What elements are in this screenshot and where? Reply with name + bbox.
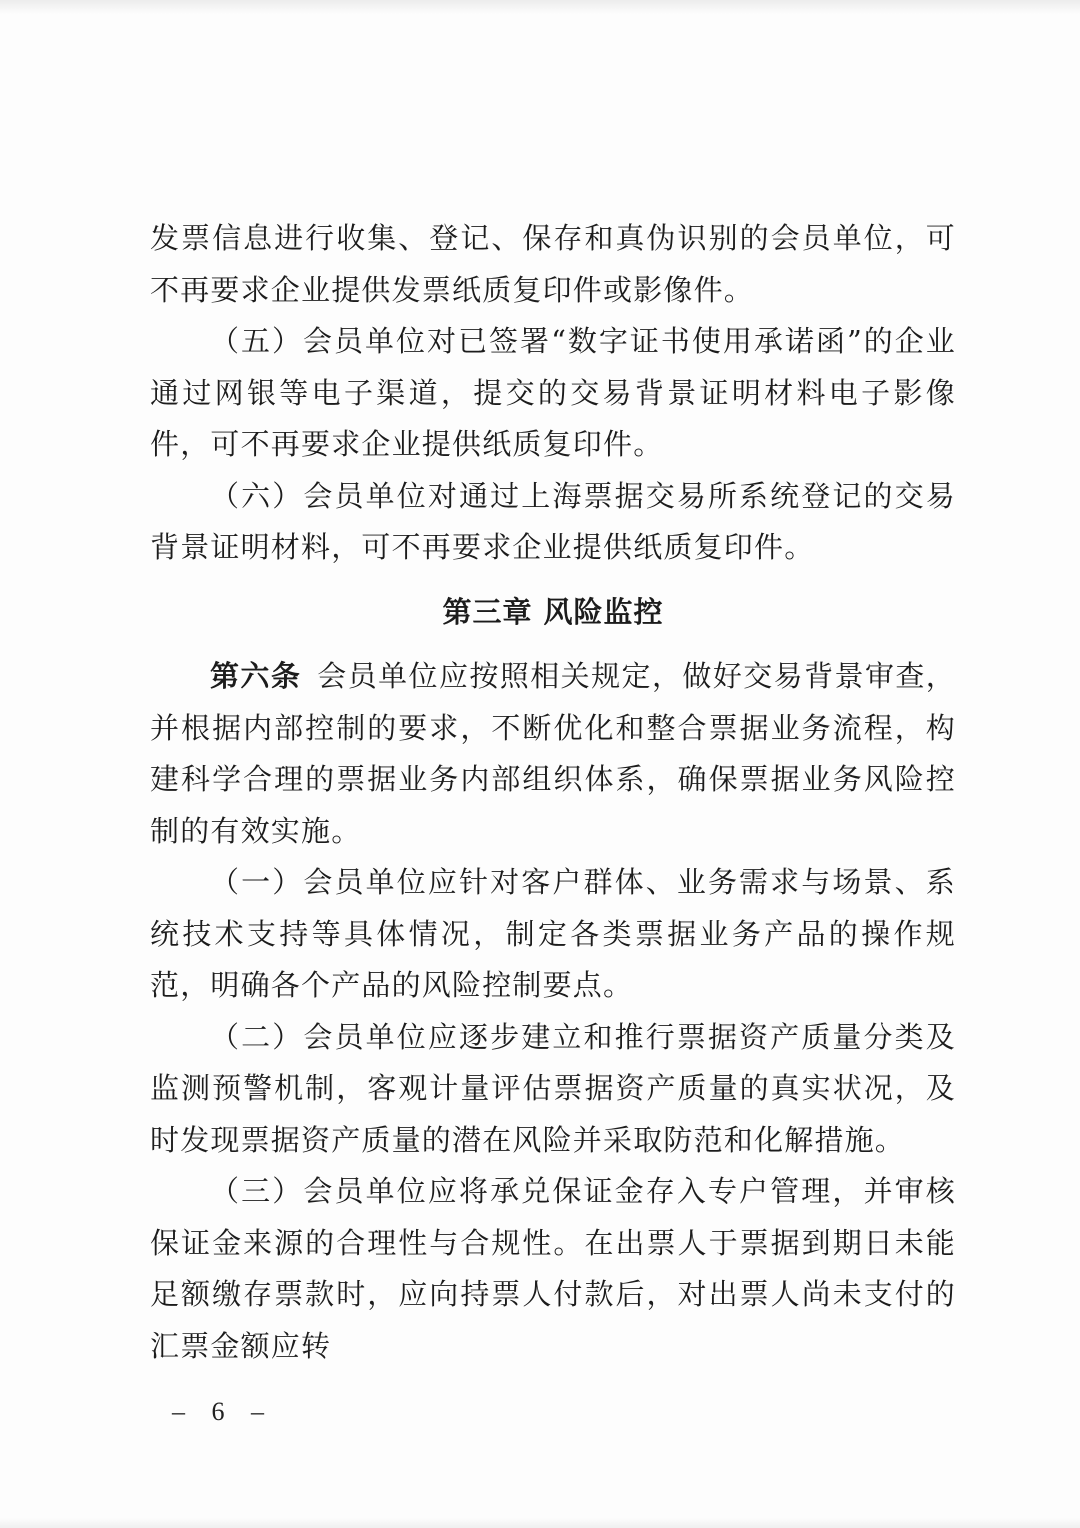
- article-label: 第六条: [210, 659, 302, 693]
- scan-edge-top: [0, 0, 1080, 14]
- paragraph-item-1: （一）会员单位应针对客户群体、业务需求与场景、系统技术支持等具体情况，制定各类票据业务产品的操作规范，明确各个产品的风险控制要点。: [150, 865, 956, 1002]
- page-number: – 6 –: [172, 1397, 274, 1426]
- paragraph-item-2: （二）会员单位应逐步建立和推行票据资产质量分类及监测预警机制，客观计量评估票据资产质量的真实状况，及时发现票据资产质量的潜在风险并采取防范和化解措施。: [150, 1019, 956, 1157]
- article-text: 会员单位应按照相关规定，做好交易背景审查，并根据内部控制的要求，不断优化和整合票据业务流程，构建科学合理的票据业务内部组织体系，确保票据业务风险控制的有效实施。: [150, 659, 956, 848]
- chapter-heading: 第三章 风险监控: [442, 594, 664, 629]
- paragraph-item-3: （三）会员单位应将承兑保证金存入专户管理，并审核保证金来源的合理性与合规性。在出票人于票据到期日未能足额缴存票款时，应向持票人付款后，对出票人尚未支付的汇票金额应转: [150, 1174, 956, 1363]
- document-body: [150, 213, 956, 1372]
- paragraph-item-5: （五）会员单位对已签署“数字证书使用承诺函”的企业通过网银等电子渠道，提交的交易背景证明材料电子影像件，可不再要求企业提供纸质复印件。: [150, 324, 956, 461]
- paragraph-invoice-info: 发票信息进行收集、登记、保存和真伪识别的会员单位，可不再要求企业提供发票纸质复印件或影像件。: [150, 221, 956, 307]
- paragraph-item-6: （六）会员单位对通过上海票据交易所系统登记的交易背景证明材料，可不再要求企业提供纸质复印件。: [150, 478, 956, 564]
- scan-edge-bottom: [0, 1518, 1080, 1528]
- article-six: [150, 651, 956, 857]
